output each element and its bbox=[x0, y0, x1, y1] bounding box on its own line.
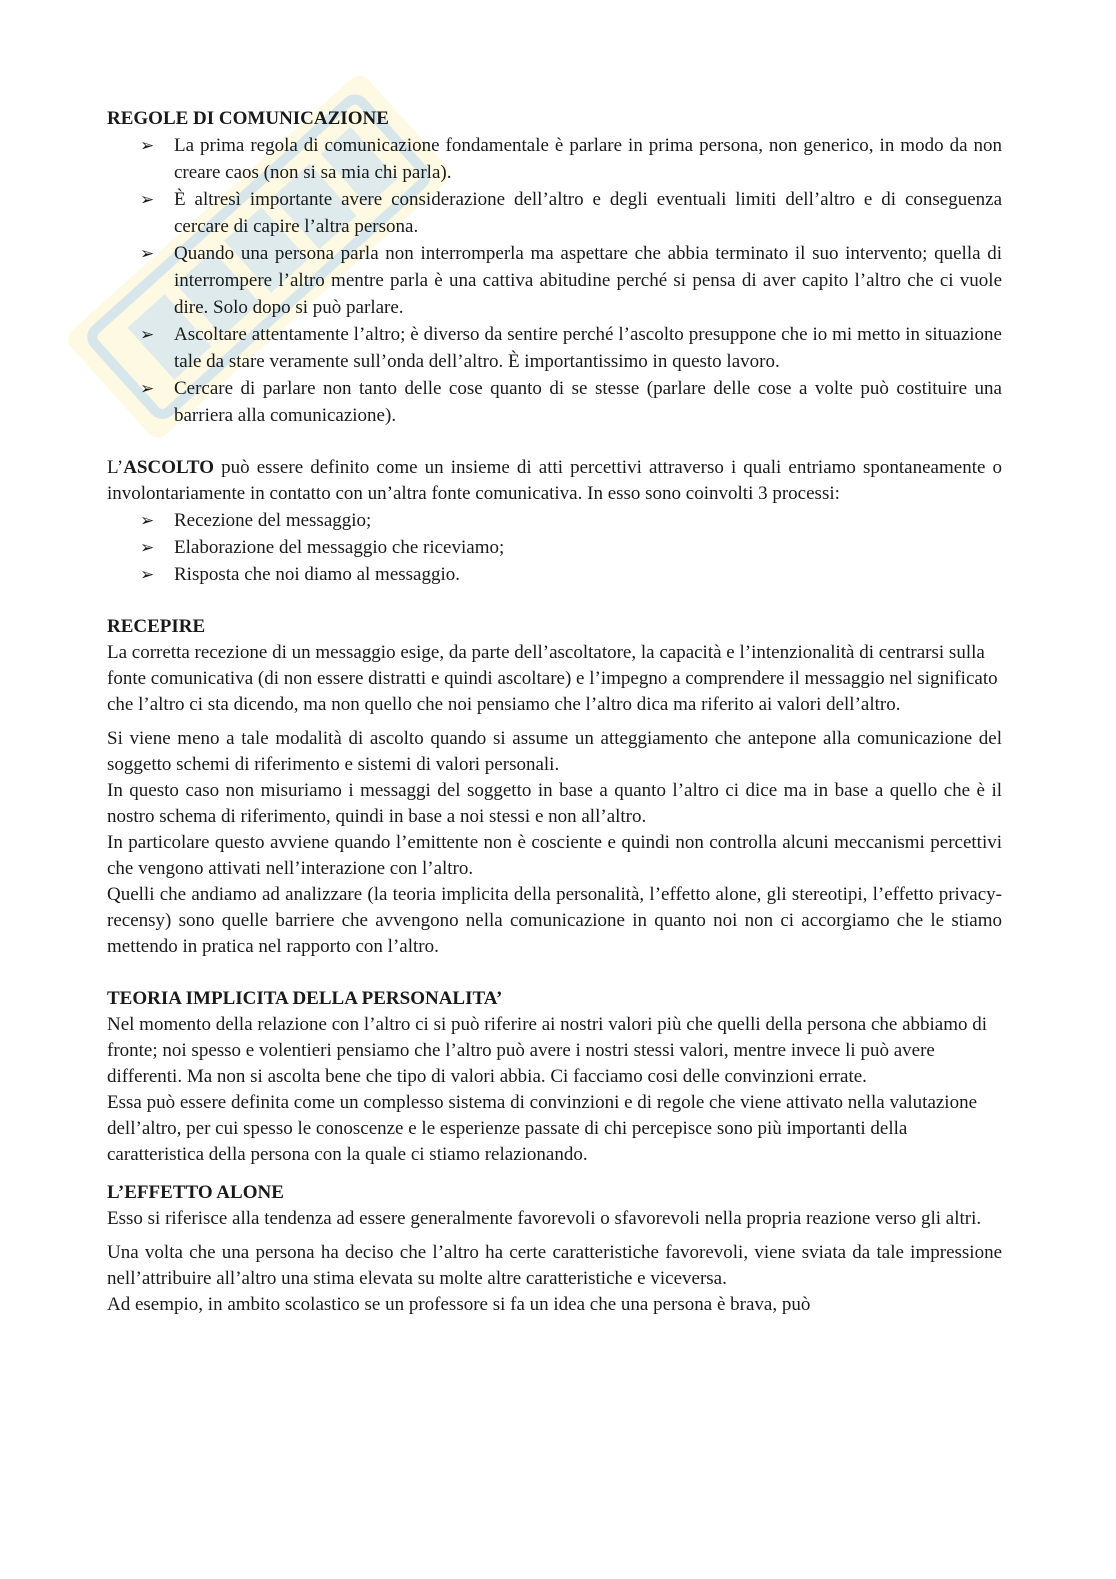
ascolto-term: ASCOLTO bbox=[123, 457, 215, 478]
list-item: ➢ La prima regola di comunicazione fondamentale è parlare in prima persona, non generico, in modo da non creare caos (non si sa mia chi parla). bbox=[107, 132, 1002, 186]
list-item: ➢ È altresì importante avere considerazione dell’altro e degli eventuali limiti dell’altro e di conseguenza cercare di capire l’altra persona. bbox=[107, 186, 1002, 240]
alone-paragraph-3: Ad esempio, in ambito scolastico se un professore si fa un idea che una persona è brava, può bbox=[107, 1294, 811, 1315]
recepire-paragraph-5: Quelli che andiamo ad analizzare (la teoria implicita della personalità, l’effetto alone, gli stereotipi, l’effetto privacy-recensy) sono quelle barriere che avvengono nella comunicazione in quanto noi non ci accorgiamo che le stiamo mettendo in pratica nel rapporto con l’altro. bbox=[107, 884, 1002, 957]
heading-recepire: RECEPIRE bbox=[107, 616, 206, 637]
alone-paragraph-1: Esso si riferisce alla tendenza ad essere generalmente favorevoli o sfavorevoli nella propria reazione verso gli altri. bbox=[107, 1208, 982, 1229]
heading-alone: L’EFFETTO ALONE bbox=[107, 1182, 284, 1203]
arrow-bullet-icon: ➢ bbox=[140, 244, 155, 263]
heading-teoria: TEORIA IMPLICITA DELLA PERSONALITA’ bbox=[107, 988, 503, 1009]
document-page bbox=[107, 106, 1002, 1318]
teoria-paragraph-1: Nel momento della relazione con l’altro ci si può riferire ai nostri valori più che quelli della persona che abbiamo di fronte; noi spesso e volentieri pensiamo che l’altro può avere i nostri stessi valori, mentre invece li può avere differenti. Ma non si ascolta bene che tipo di valori abbia. Ci facciamo cosi delle convinzioni errate. bbox=[107, 1014, 988, 1087]
list-item: ➢ Risposta che noi diamo al messaggio. bbox=[107, 561, 1002, 588]
recepire-paragraph-4: In particolare questo avviene quando l’emittente non è cosciente e quindi non controlla alcuni meccanismi percettivi che vengono attivati nell’interazione con l’altro. bbox=[107, 832, 1002, 879]
recepire-paragraph-2: Si viene meno a tale modalità di ascolto quando si assume un atteggiamento che antepone alla comunicazione del soggetto schemi di riferimento e sistemi di valori personali. bbox=[107, 728, 1002, 775]
list-item: ➢ Cercare di parlare non tanto delle cose quanto di se stesse (parlare delle cose a volte può costituire una barriera alla comunicazione). bbox=[107, 375, 1002, 429]
arrow-bullet-icon: ➢ bbox=[140, 136, 155, 155]
list-item: ➢ Quando una persona parla non interromperla ma aspettare che abbia terminato il suo intervento; quella di interrompere l’altro mentre parla è una cattiva abitudine perché si pensa di aver capito l’altro che ci vuole dire. Solo dopo si può parlare. bbox=[107, 240, 1002, 321]
list-item: ➢ Recezione del messaggio; bbox=[107, 507, 1002, 534]
recepire-paragraph-1: La corretta recezione di un messaggio esige, da parte dell’ascoltatore, la capacità e l’intenzionalità di centrarsi sulla fonte comunicativa (di non essere distratti e quindi ascoltare) e l’impegno a comprendere il messaggio nel significato che l’altro ci sta dicendo, ma non quello che noi pensiamo che l’altro dica ma riferito ai valori dell’altro. bbox=[107, 642, 998, 715]
arrow-bullet-icon: ➢ bbox=[140, 538, 155, 557]
arrow-bullet-icon: ➢ bbox=[140, 565, 155, 584]
teoria-paragraph-2: Essa può essere definita come un complesso sistema di convinzioni e di regole che viene attivato nella valutazione dell’altro, per cui spesso le conoscenze e le esperienze passate di chi percepisce sono più importanti della caratteristica della persona con la quale ci stiamo relazionando. bbox=[107, 1092, 978, 1165]
recepire-paragraph-3: In questo caso non misuriamo i messaggi del soggetto in base a quanto l’altro ci dice ma in base a quello che è il nostro schema di riferimento, quindi in base a noi stessi e non all’altro. bbox=[107, 780, 1002, 827]
regole-list bbox=[107, 132, 1002, 429]
arrow-bullet-icon: ➢ bbox=[140, 511, 155, 530]
heading-regole: REGOLE DI COMUNICAZIONE bbox=[107, 108, 389, 129]
ascolto-list bbox=[107, 507, 1002, 588]
list-item: ➢ Elaborazione del messaggio che riceviamo; bbox=[107, 534, 1002, 561]
list-item: ➢ Ascoltare attentamente l’altro; è diverso da sentire perché l’ascolto presuppone che io mi metto in situazione tale da stare veramente sull’onda dell’altro. È importantissimo in questo lavoro. bbox=[107, 321, 1002, 375]
arrow-bullet-icon: ➢ bbox=[140, 325, 155, 344]
arrow-bullet-icon: ➢ bbox=[140, 379, 155, 398]
arrow-bullet-icon: ➢ bbox=[140, 190, 155, 209]
alone-paragraph-2: Una volta che una persona ha deciso che l’altro ha certe caratteristiche favorevoli, viene sviata da tale impressione nell’attribuire all’altro una stima elevata su molte altre caratteristiche e viceversa. bbox=[107, 1242, 1002, 1289]
ascolto-paragraph: L’ASCOLTO può essere definito come un insieme di atti percettivi attraverso i quali entriamo spontaneamente o involontariamente in contatto con un’altra fonte comunicativa. In esso sono coinvolti 3 processi: bbox=[107, 457, 1002, 504]
